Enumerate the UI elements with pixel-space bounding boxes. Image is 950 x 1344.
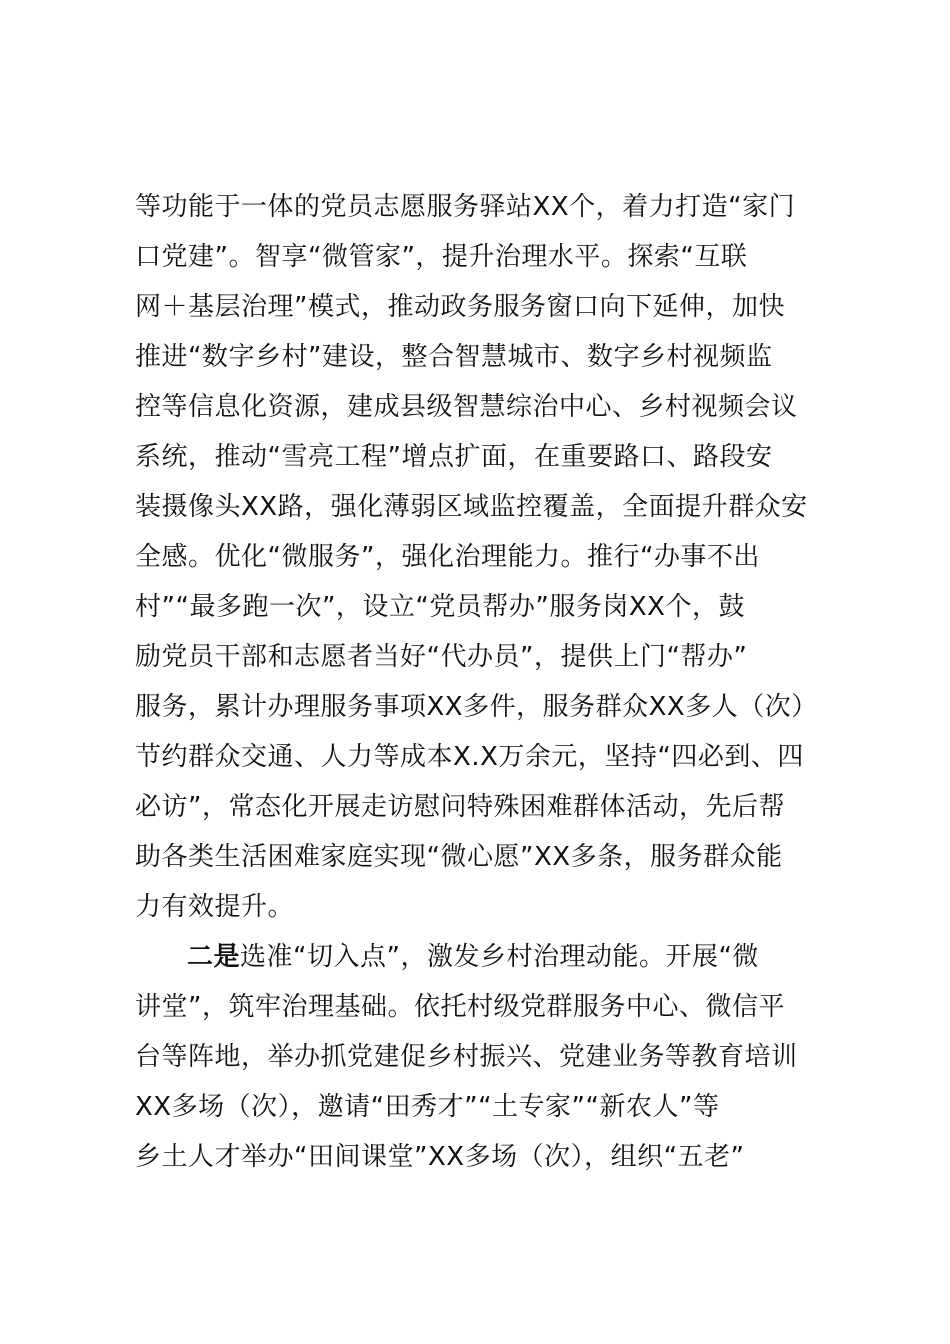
text-line: 系统，推动“雪亮工程”增点扩面，在重要路口、路段安 [135,442,773,472]
text-line: 讲堂”，筑牢治理基础。依托村级党群服务中心、微信平 [135,992,785,1022]
text-span: 选准“切入点”，激发乡村治理动能。开展“微 [240,942,759,972]
body-text [135,182,855,1182]
text-line: XX多场（次），邀请“田秀才”“土专家”“新农人”等 [135,1092,720,1122]
text-line: 助各类生活困难家庭实现“微心愿”XX多条，服务群众能 [135,842,783,872]
text-line: 服务，累计办理服务事项XX多件，服务群众XX多人（次） [135,692,818,722]
text-line: 口党建”。智享“微管家”，提升治理水平。探索“互联 [135,242,748,272]
paragraph-1 [135,182,855,932]
text-line: 力有效提升。 [135,892,295,922]
text-line: 装摄像头XX路，强化薄弱区域监控覆盖，全面提升群众安 [135,492,808,522]
text-line: 励党员干部和志愿者当好“代办员”，提供上门“帮办” [135,642,748,672]
text-line: 网＋基层治理”模式，推动政务服务窗口向下延伸，加快 [135,292,785,322]
paragraph-2 [135,932,855,1182]
paragraph-2-first-line [135,932,855,982]
text-line: 节约群众交通、人力等成本X.X万余元，坚持“四必到、四 [135,742,804,772]
text-line: 村”“最多跑一次”，设立“党员帮办”服务岗XX个，鼓 [135,592,745,622]
paragraph-lead: 二是 [187,942,241,972]
text-line: 台等阵地，举办抓党建促乡村振兴、党建业务等教育培训 [135,1042,798,1072]
text-line: 控等信息化资源，建成县级智慧综治中心、乡村视频会议 [135,392,798,422]
text-line: 全感。优化“微服务”，强化治理能力。推行“办事不出 [135,542,760,572]
text-line: 必访”，常态化开展走访慰问特殊困难群体活动，先后帮 [135,792,785,822]
text-line: 推进“数字乡村”建设，整合智慧城市、数字乡村视频监 [135,342,773,372]
text-line: 等功能于一体的党员志愿服务驿站XX个，着力打造“家门 [135,192,796,222]
text-line: 乡土人才举办“田间课堂”XX多场（次），组织“五老” [135,1142,745,1172]
